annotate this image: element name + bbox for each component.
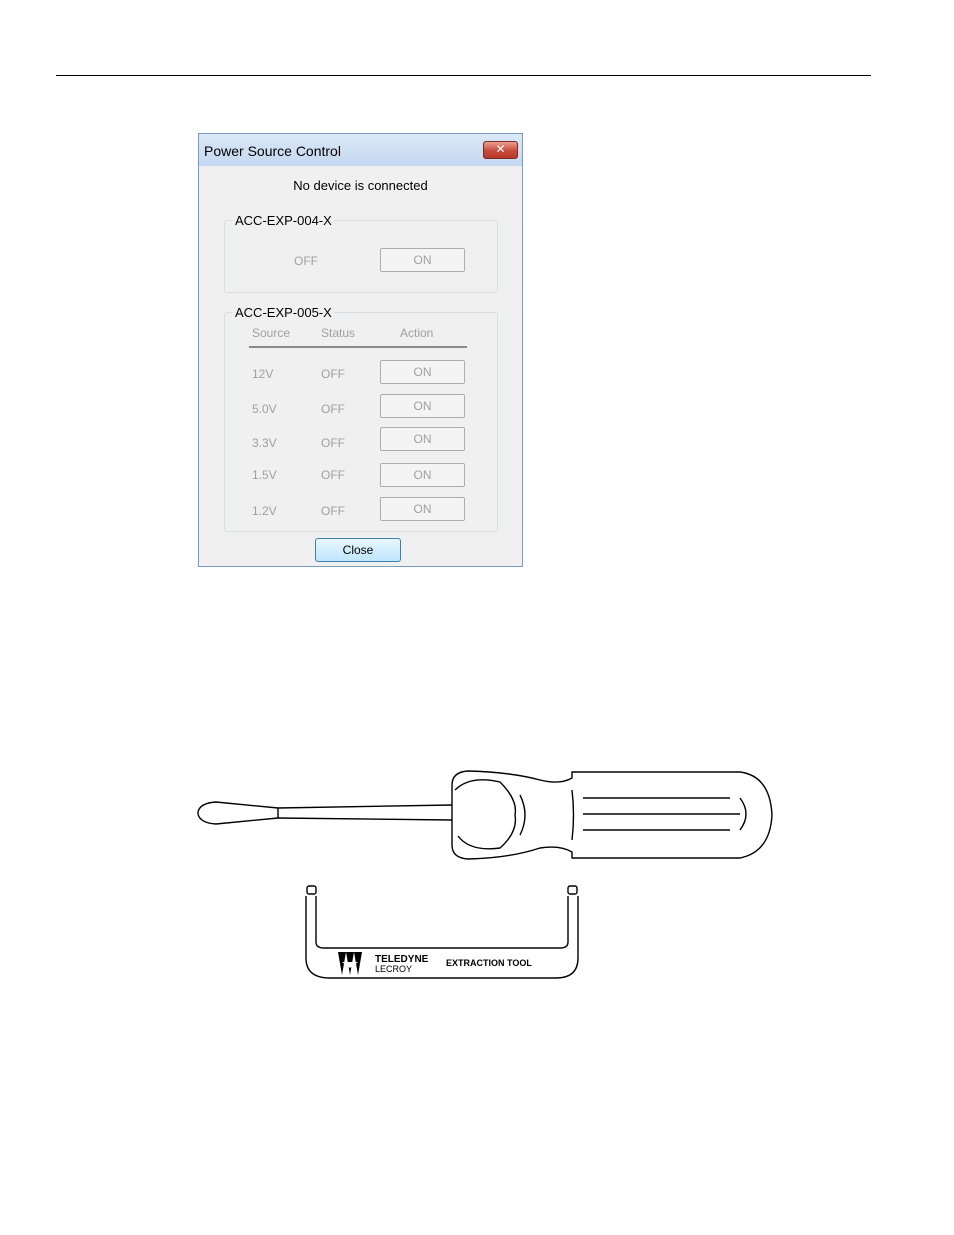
close-icon: ✕ (495, 142, 506, 156)
acc-exp-004-on-button[interactable]: ON (380, 248, 465, 272)
row-status: OFF (321, 468, 345, 482)
extraction-tool-label: EXTRACTION TOOL (446, 958, 532, 968)
row-status: OFF (321, 402, 345, 416)
row-status: OFF (321, 436, 345, 450)
acc-exp-004-status: OFF (294, 254, 318, 268)
row-on-button-5v[interactable]: ON (380, 394, 465, 418)
brand-name-teledyne: TELEDYNE (375, 954, 429, 965)
group-label-acc-exp-004-x: ACC-EXP-004-X (235, 213, 332, 228)
row-source: 1.2V (252, 504, 277, 518)
column-header-source: Source (252, 326, 291, 340)
brand-name-lecroy: LECROY (375, 964, 413, 974)
screwdriver-icon (198, 771, 772, 859)
column-header-status: Status (321, 326, 356, 340)
column-header-action: Action (400, 326, 434, 340)
teledyne-logo-icon (338, 952, 362, 975)
row-source: 1.5V (252, 468, 277, 482)
row-on-button-3v3[interactable]: ON (380, 427, 465, 451)
dialog-title: Power Source Control (204, 143, 341, 159)
group-label-acc-exp-005-x: ACC-EXP-005-X (235, 305, 332, 320)
row-source: 12V (252, 367, 274, 381)
row-status: OFF (321, 367, 345, 381)
row-source: 3.3V (252, 436, 277, 450)
row-status: OFF (321, 504, 345, 518)
close-button[interactable]: Close (315, 538, 401, 562)
row-on-button-1v5[interactable]: ON (380, 463, 465, 487)
row-on-button-12v[interactable]: ON (380, 360, 465, 384)
row-on-button-1v2[interactable]: ON (380, 497, 465, 521)
connection-status-message: No device is connected (293, 178, 428, 193)
row-source: 5.0V (252, 402, 277, 416)
